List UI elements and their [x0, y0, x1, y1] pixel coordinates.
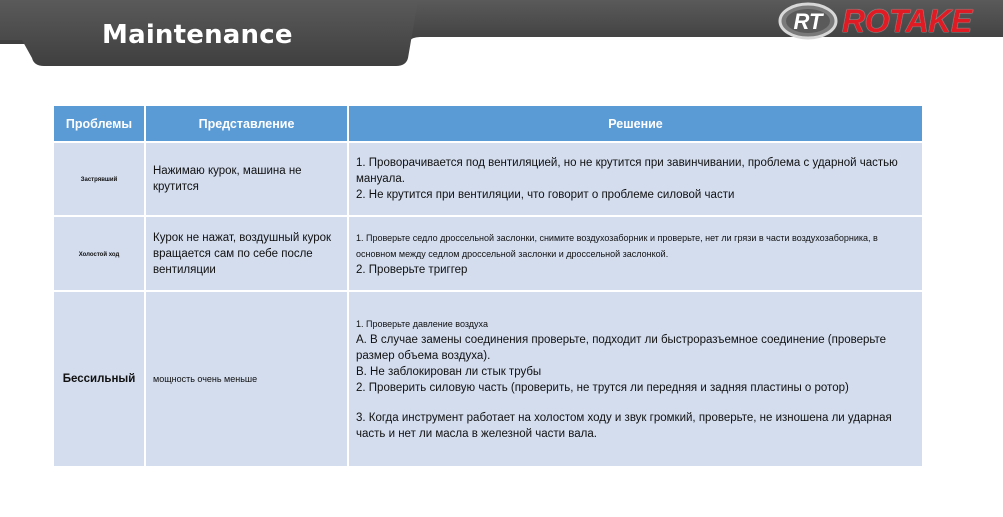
brand-logo [778, 2, 998, 40]
symptom-text: мощность очень меньше [153, 374, 258, 384]
solution-line: 2. Не крутится при вентиляции, что говорит о проблеме силовой части [356, 189, 735, 201]
brand-name: ROTAKE [842, 3, 972, 39]
rt-badge-icon [778, 2, 838, 40]
table-header-row [54, 106, 922, 143]
solution-cell [349, 143, 922, 217]
symptom-cell [146, 217, 349, 292]
logo-badge-text: RT [793, 9, 823, 34]
header-bar [0, 0, 1003, 66]
problem-cell [54, 292, 146, 468]
solution-line: B. Не заблокирован ли стык трубы [356, 366, 542, 378]
problem-cell [54, 143, 146, 217]
page-title: Maintenance [102, 20, 293, 50]
solution-line: 2. Проверить силовую часть (проверить, не трутся ли передняя и задняя пластины о ротор) [356, 382, 849, 394]
table-row [54, 292, 922, 468]
column-header-problems: Проблемы [54, 106, 146, 143]
symptom-text: Нажимаю курок, машина не крутится [153, 165, 302, 193]
problem-label: Холостой ход [78, 251, 120, 258]
problem-label: Застрявший [80, 177, 118, 183]
solution-line: 1. Проверьте седло дроссельной заслонки, снимите воздухозаборник и проверьте, нет ли грязи в части воздухозаборника, в основном между седлом дроссельной заслонки и дроссельной заслонкой. [356, 232, 878, 259]
column-header-solution: Решение [349, 106, 922, 143]
problem-label: Бессильный [62, 373, 136, 385]
solution-line: 3. Когда инструмент работает на холостом ходу и звук громкий, проверьте, не изношена ли ударная часть и нет ли масла в железной части вала. [356, 412, 892, 440]
solution-cell [349, 292, 922, 468]
problem-cell [54, 217, 146, 292]
column-header-symptom: Представление [146, 106, 349, 143]
solution-line: 2. Проверьте триггер [356, 263, 468, 276]
maintenance-table [54, 106, 922, 468]
solution-line: 1. Проверьте давление воздуха [356, 319, 488, 329]
table-row [54, 143, 922, 217]
solution-line: 1. Проворачивается под вентиляцией, но не крутится при завинчивании, проблема с ударной частью мануала. [356, 157, 898, 185]
symptom-cell [146, 292, 349, 468]
table-row [54, 217, 922, 292]
solution-line: A. В случае замены соединения проверьте, подходит ли быстроразъемное соединение (проверьте размер объема воздуха). [356, 334, 887, 362]
symptom-text: Курок не нажат, воздушный курок вращается сам по себе после вентиляции [153, 231, 332, 276]
solution-cell [349, 217, 922, 292]
symptom-cell [146, 143, 349, 217]
